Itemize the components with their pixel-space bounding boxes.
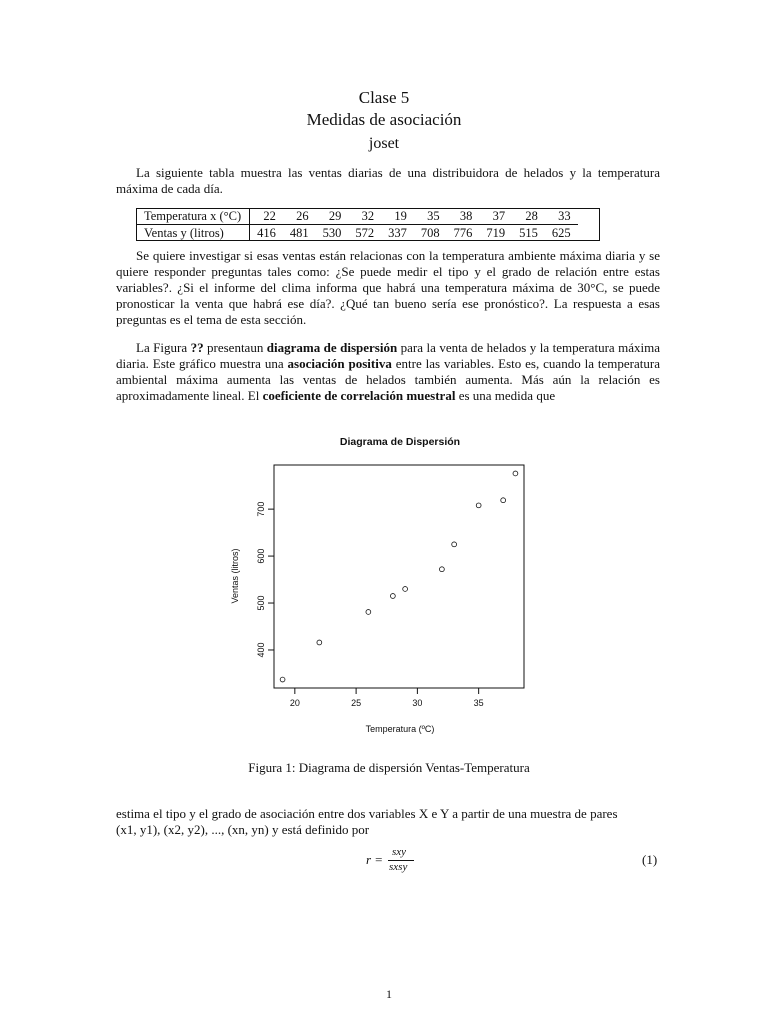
bold-term: asociación positiva (287, 356, 392, 371)
y-tick-label: 700 (256, 501, 266, 517)
table-cell: 38 (447, 208, 480, 225)
text-span: La Figura (136, 340, 191, 355)
question-paragraph: Se quiere investigar si esas ventas están relacionas con la temperatura ambiente máxima diaria y se quiere responder preguntas tales como: ¿Se puede medir el tipo y el grado de relación entre estas variables?. ¿Si el informe del clima informa que habrá una temperatura máxima de 30°C, se puede pronosticar la venta que habrá ese día?. ¿Qué tan bueno sería ese pronóstico?. La respuesta a esas preguntas es el tema de esta sección. (116, 248, 660, 327)
x-tick-label: 20 (289, 698, 300, 708)
bold-term: coeficiente de correlación muestral (262, 388, 456, 403)
x-axis-label: Temperatura (ºC) (365, 724, 435, 734)
table-cell: 481 (289, 225, 309, 240)
text-span: es una medida que (455, 388, 556, 403)
table-cell: 572 (355, 225, 375, 240)
table-cell: 32 (348, 208, 381, 225)
definition-line-1: estima el tipo y el grado de asociación entre dos variables X e Y a partir de una muestra de pares (116, 806, 618, 821)
data-point (403, 587, 408, 592)
table-cell: 28 (512, 208, 545, 225)
data-point (439, 567, 444, 572)
table-cell: 708 (420, 225, 440, 240)
equation-lhs: r = (366, 852, 384, 867)
data-point (280, 677, 285, 682)
y-axis-label: Ventas (litros) (230, 548, 240, 604)
table-cell: 22 (250, 208, 283, 225)
table-cell: 719 (486, 225, 506, 240)
y-tick-label: 500 (256, 595, 266, 611)
data-point (452, 542, 457, 547)
author: joset (368, 135, 400, 152)
equation-numerator: sxy (392, 846, 407, 858)
table-cell: 776 (453, 225, 473, 240)
x-tick-label: 30 (412, 698, 423, 708)
table-cell: 26 (283, 208, 316, 225)
temperature-label: Temperatura x (°C) (136, 208, 250, 225)
equation-number: (1) (642, 852, 658, 867)
sales-row (136, 225, 578, 242)
data-point (390, 594, 395, 599)
scatter-chart (220, 430, 560, 750)
table-cell: 19 (381, 208, 414, 225)
y-tick-label: 400 (256, 642, 266, 658)
table-cell: 29 (316, 208, 349, 225)
table-cell: 515 (519, 225, 538, 240)
y-tick-label: 600 (256, 548, 266, 564)
definition-line-2: (x1, y1), (x2, y2), ..., (xn, yn) y está definido por (116, 822, 370, 837)
definition-paragraph (116, 806, 660, 838)
topic-title: Medidas de asociación (306, 110, 462, 129)
text-span: entre las variables. Esto es, cuando la temperatura ambiental máxima aumenta las ventas de helados también aumenta. Más aún la relación es aproximadamente lineal. El (116, 356, 660, 403)
data-table (136, 208, 578, 241)
figure-description-paragraph (116, 340, 660, 404)
chart-title: Diagrama de Dispersión (339, 436, 461, 448)
figure-reference: ?? (190, 340, 204, 355)
intro-paragraph: La siguiente tabla muestra las ventas diarias de una distribuidora de helados y la temperatura máxima de cada día. (116, 165, 660, 196)
equation-denominator: sxsy (389, 861, 408, 873)
data-point (476, 503, 481, 508)
data-point (366, 610, 371, 615)
bold-term: diagrama de dispersión (266, 340, 398, 355)
data-point (513, 471, 518, 476)
data-point (317, 640, 322, 645)
text-span: presentaun (203, 340, 267, 355)
x-tick-label: 35 (473, 698, 484, 708)
table-cell: 35 (414, 208, 447, 225)
x-tick-label: 25 (351, 698, 362, 708)
sales-label: Ventas y (litros) (136, 225, 250, 242)
page-number: 1 (386, 987, 392, 1001)
figure-caption: Figura 1: Diagrama de dispersión Ventas-Temperatura (248, 760, 530, 775)
table-cell: 416 (257, 225, 276, 240)
table-cell: 530 (322, 225, 342, 240)
text-span: para la venta de helados y la temperatura máxima diaria. Este gráfico muestra una (116, 340, 660, 371)
table-cell: 625 (551, 225, 571, 240)
class-title: Clase 5 (358, 88, 410, 107)
plot-frame (274, 465, 524, 688)
table-cell: 37 (479, 208, 512, 225)
temperature-row (136, 208, 578, 225)
data-point (501, 498, 506, 503)
table-cell: 33 (545, 208, 578, 225)
table-cell: 337 (388, 225, 407, 240)
